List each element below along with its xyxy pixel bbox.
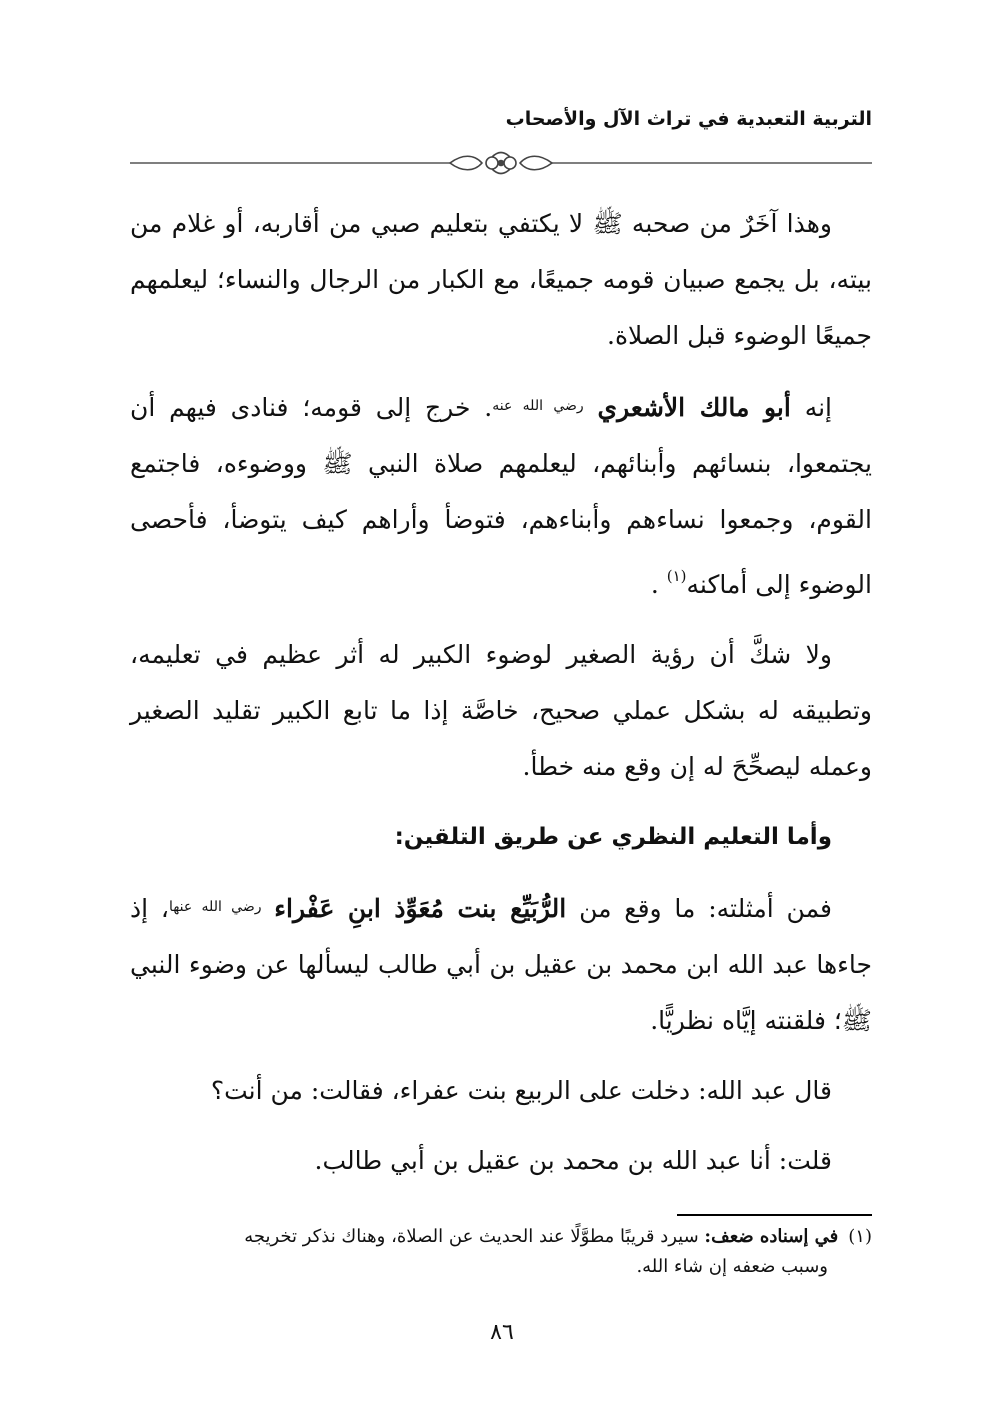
p4-body: ، إذ جاءها عبد الله ابن محمد بن عقيل بن أبي طالب ليسألها عن وضوء النبي ﷺ؛ فلقنته إيَّاه نظريًّا. bbox=[130, 894, 872, 1035]
footnote-text: سيرد قريبًا مطوَّلًا عند الحديث عن الصلاة، وهناك نذكر تخريجه bbox=[244, 1226, 699, 1247]
paragraph-3: ولا شكَّ أن رؤية الصغير لوضوء الكبير له أثر عظيم في تعليمه، وتطبيقه له بشكل عملي صحيح، خاصَّة إذا ما تابع الكبير تقليد الصغير وعمله ليصحِّحَ له إن وقع منه خطأ. bbox=[130, 640, 872, 781]
footnote-continuation: وسبب ضعفه إن شاء الله. bbox=[636, 1256, 828, 1277]
footnote-separator bbox=[677, 1214, 872, 1216]
running-title: التربية التعبدية في تراث الآل والأصحاب bbox=[505, 108, 872, 130]
footnote bbox=[130, 1222, 872, 1282]
honorific-phrase: رضي الله عنه bbox=[492, 398, 584, 414]
body-text bbox=[130, 196, 872, 1203]
footnote-label: في إسناده ضعف: bbox=[704, 1226, 839, 1247]
person-name-abu-malik: أبو مالك الأشعري bbox=[597, 393, 791, 422]
ornament-divider-icon bbox=[130, 150, 872, 176]
footnote-reference: (١) bbox=[666, 567, 687, 585]
paragraph-5: قال عبد الله: دخلت على الربيع بنت عفراء، فقالت: من أنت؟ bbox=[210, 1076, 832, 1105]
section-heading: وأما التعليم النظري عن طريق التلقين: bbox=[394, 824, 832, 850]
footnote-marker: (١) bbox=[848, 1226, 872, 1247]
p2-body: . خرج إلى قومه؛ فنادى فيهم أن يجتمعوا، بنسائهم وأبنائهم، ليعلمهم صلاة النبي ﷺ ووضوءه، فاجتمع القوم، وجمعوا نساءهم وأبناءهم، فتوضأ وأراهم كيف يتوضأ، فأحصى الوضوء إلى أماكنه bbox=[130, 393, 872, 599]
paragraph-4 bbox=[130, 879, 872, 1049]
paragraph-1: وهذا آخَرٌ من صحبه ﷺ لا يكتفي بتعليم صبي من أقاربه، أو غلام من بيته، بل يجمع صبيان قومه جميعًا، مع الكبار من الرجال والنساء؛ ليعلمهم جميعًا الوضوء قبل الصلاة. bbox=[130, 209, 872, 350]
person-name-rubayyi: الرُّبَيِّع بنت مُعَوِّذ ابنِ عَفْراء bbox=[274, 894, 567, 923]
p4-intro: فمن أمثلته: ما وقع من bbox=[579, 894, 832, 923]
honorific-phrase: رضي الله عنها bbox=[168, 899, 262, 915]
paragraph-6: قلت: أنا عبد الله بن محمد بن عقيل بن أبي طالب. bbox=[314, 1146, 832, 1175]
paragraph-2 bbox=[130, 378, 872, 613]
p2-end: . bbox=[650, 570, 659, 599]
p2-intro: إنه bbox=[804, 393, 832, 422]
page-number: ٨٦ bbox=[490, 1320, 514, 1345]
